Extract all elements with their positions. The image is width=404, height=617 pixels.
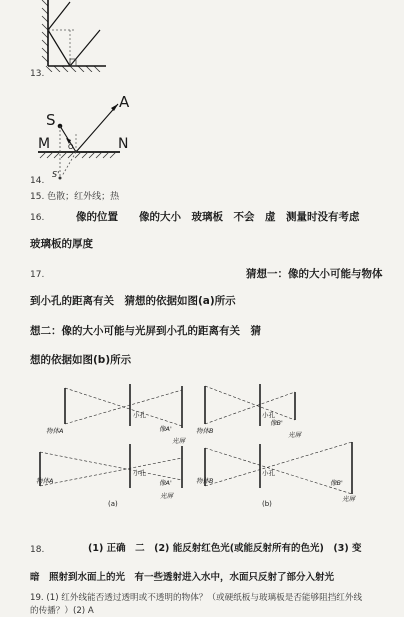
q16-number: 16. [30,213,45,223]
fig-b-bottom-hole: 小孔 [262,469,275,477]
q17-answer-line4: 想的依据如图(b)所示 [30,354,132,366]
q14-label-m: M [38,136,51,152]
q17-pinhole-figure [30,382,360,522]
q18-number: 18. [30,545,45,555]
fig-caption-a: (a) [108,500,118,508]
fig-caption-b: (b) [262,500,272,508]
q15-answer: 15. 色散；红外线；热 [30,192,120,202]
fig-b-top-hole: 小孔 [262,411,275,419]
fig-a-bottom-screen: 光屏 [160,492,173,500]
q17-number: 17. [30,270,45,280]
q14-label-s: S [46,111,56,129]
q13-number: 13. [30,69,45,79]
fig-b-top-object: 物体B [196,427,214,435]
fig-a-bottom-image: 像A' [159,479,172,487]
q14-label-s-prime: S' [52,170,60,179]
fig-b-bottom-screen: 光屏 [342,495,355,503]
fig-a-bottom-object: 物体A [36,477,54,485]
fig-a-top-image: 像A' [159,425,172,433]
q18-answer-line1: (1) 正确 二 (2) 能反射红色光(或能反射所有的色光) (3) 变 [88,543,362,554]
fig-a-bottom-hole: 小孔 [133,469,146,477]
q17-answer-line1: 猜想一：像的大小可能与物体 [246,268,383,280]
q16-answer-line2: 玻璃板的厚度 [30,238,93,250]
q14-label-n: N [118,136,129,152]
fig-b-bottom-image: 像B' [330,479,343,487]
fig-b-top-screen: 光屏 [288,431,301,439]
q16-answer-line1: 像的位置 像的大小 玻璃板 不会 虚 测量时没有考虑 [76,211,360,223]
q14-label-o: O [68,143,74,151]
fig-a-top-hole: 小孔 [133,411,146,419]
fig-b-bottom-object: 物体B [196,477,214,485]
q17-answer-line2: 到小孔的距离有关 猜想的依据如图(a)所示 [30,295,236,307]
q19-answer-line2: 的传播？）(2) A [30,606,94,616]
q18-answer-line2: 暗 照射到水面上的光 有一些透射进入水中，水面只反射了部分入射光 [30,572,335,583]
q19-answer-line1: 19. (1) 红外线能否透过透明或不透明的物体？（或硬纸板与玻璃板是否能够阻挡红外线 [30,593,363,603]
fig-b-top-image: 像B' [270,419,283,427]
fig-a-top-screen: 光屏 [172,437,185,445]
q14-label-a: A [119,93,130,111]
fig-a-top-object: 物体A [46,427,64,435]
q14-number: 14. [30,176,45,186]
q17-answer-line3: 想二：像的大小可能与光屏到小孔的距离有关 猜 [30,325,261,337]
q13-mirror-diagram [30,0,110,72]
